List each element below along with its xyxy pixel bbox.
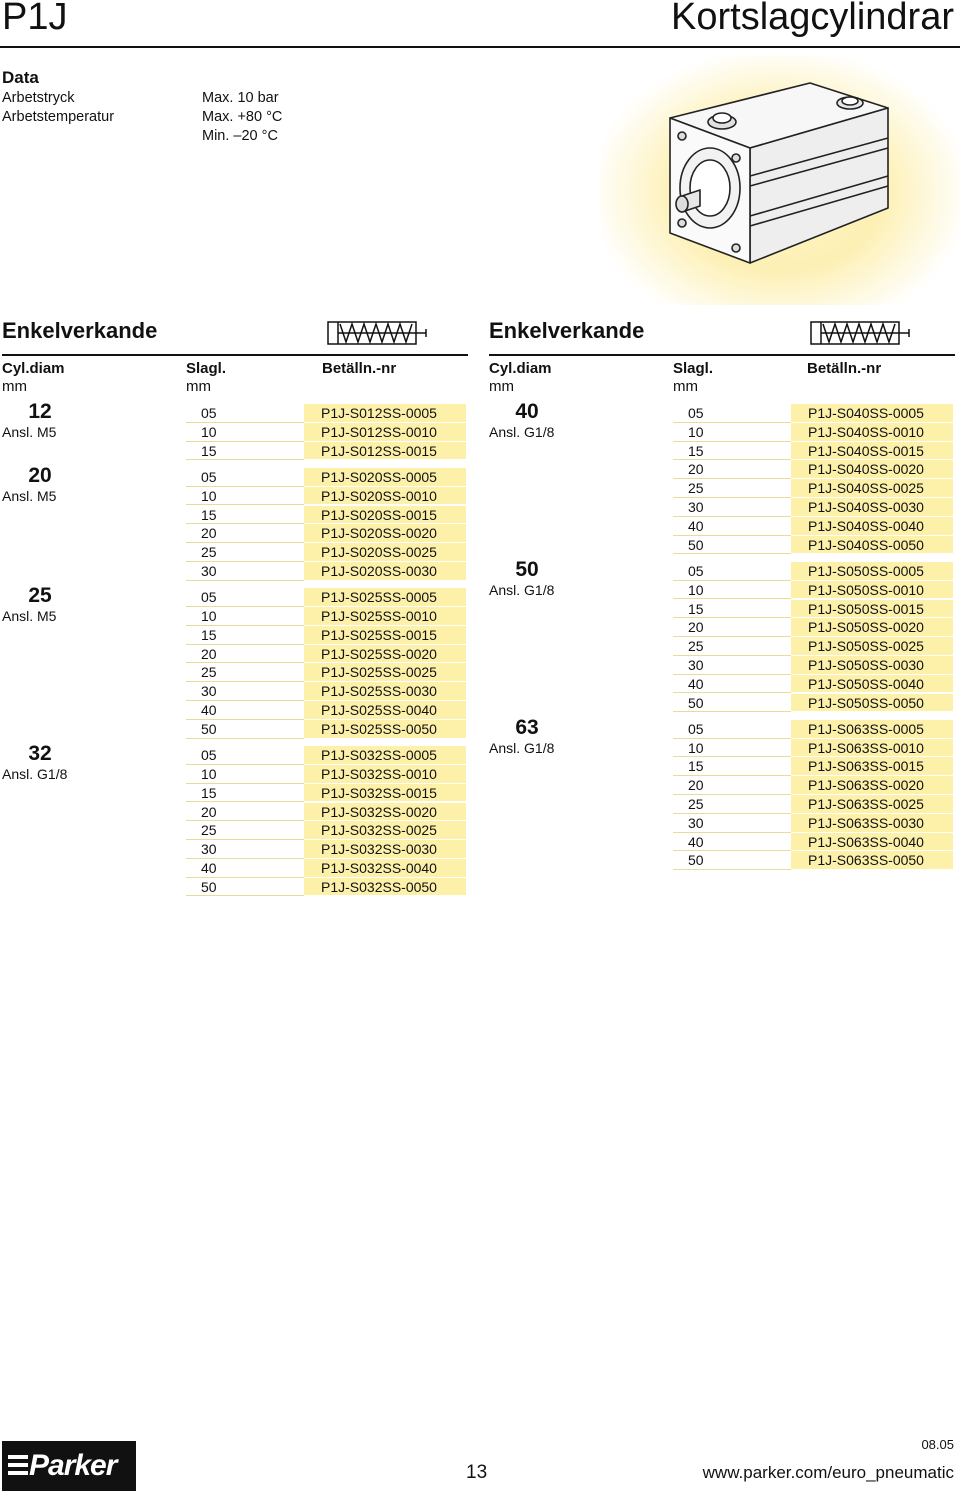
port-connection: Ansl. G1/8 xyxy=(489,739,555,756)
stroke-length: 05 xyxy=(186,468,306,487)
stroke-length: 40 xyxy=(673,833,793,852)
stroke-length: 25 xyxy=(673,795,793,814)
order-number: P1J-S032SS-0030 xyxy=(304,840,466,859)
order-number: P1J-S063SS-0050 xyxy=(791,851,953,870)
order-number: P1J-S012SS-0015 xyxy=(304,442,466,461)
order-number: P1J-S012SS-0010 xyxy=(304,423,466,442)
section-divider xyxy=(2,354,468,356)
port-connection: Ansl. G1/8 xyxy=(2,766,68,783)
order-number: P1J-S063SS-0015 xyxy=(791,757,953,776)
order-number: P1J-S040SS-0050 xyxy=(791,536,953,555)
stroke-length: 10 xyxy=(186,487,306,506)
stroke-length: 05 xyxy=(673,562,793,581)
stroke-length: 10 xyxy=(673,739,793,758)
order-number: P1J-S063SS-0010 xyxy=(791,739,953,758)
order-number: P1J-S025SS-0025 xyxy=(304,663,466,682)
stroke-length: 10 xyxy=(673,581,793,600)
order-number: P1J-S032SS-0005 xyxy=(304,746,466,765)
cylinder-diameter: 12 xyxy=(28,400,52,423)
data-row-temperature-min xyxy=(2,128,278,144)
order-number: P1J-S032SS-0040 xyxy=(304,859,466,878)
cylinder-diameter: 40 xyxy=(515,400,539,423)
order-number: P1J-S020SS-0020 xyxy=(304,524,466,543)
edition-date: 08.05 xyxy=(921,1437,954,1452)
stroke-length: 50 xyxy=(673,851,793,870)
col-unit-cyl: mm xyxy=(489,378,514,395)
stroke-length: 15 xyxy=(673,600,793,619)
stroke-length: 50 xyxy=(673,694,793,713)
left-table-section xyxy=(2,318,472,344)
header-divider xyxy=(0,46,960,48)
right-table-section xyxy=(489,318,959,344)
col-head-stroke: Slagl. xyxy=(186,360,227,377)
cylinder-product-image xyxy=(640,58,900,288)
col-unit-cyl: mm xyxy=(2,378,27,395)
col-unit-stroke: mm xyxy=(186,378,211,395)
stroke-length: 15 xyxy=(673,442,793,461)
order-number: P1J-S050SS-0025 xyxy=(791,637,953,656)
stroke-length: 15 xyxy=(186,506,306,525)
logo-text: Parker xyxy=(29,1449,117,1482)
order-number: P1J-S032SS-0020 xyxy=(304,803,466,822)
stroke-length: 20 xyxy=(673,618,793,637)
order-number: P1J-S050SS-0050 xyxy=(791,694,953,713)
stroke-length: 25 xyxy=(673,637,793,656)
stroke-length: 40 xyxy=(186,859,306,878)
order-number: P1J-S025SS-0020 xyxy=(304,645,466,664)
stroke-length: 25 xyxy=(673,479,793,498)
page-title: Kortslagcylindrar xyxy=(671,0,954,38)
section-title: Enkelverkande xyxy=(2,318,158,343)
stroke-length: 50 xyxy=(186,878,306,897)
stroke-length: 40 xyxy=(673,517,793,536)
stroke-length: 30 xyxy=(673,656,793,675)
stroke-length: 05 xyxy=(186,746,306,765)
stroke-length: 05 xyxy=(186,404,306,423)
cylinder-diameter: 25 xyxy=(28,584,52,608)
stroke-length: 15 xyxy=(186,626,306,645)
stroke-length: 30 xyxy=(673,498,793,517)
stroke-length: 30 xyxy=(186,562,306,581)
order-number: P1J-S040SS-0030 xyxy=(791,498,953,517)
col-head-order-no: Betälln.-nr xyxy=(322,360,397,377)
data-row-temperature xyxy=(2,109,282,125)
section-title: Enkelverkande xyxy=(489,318,645,343)
stroke-length: 30 xyxy=(673,814,793,833)
stroke-length: 20 xyxy=(673,460,793,479)
port-connection: Ansl. G1/8 xyxy=(489,424,555,440)
order-number: P1J-S040SS-0025 xyxy=(791,479,953,498)
stroke-length: 10 xyxy=(186,765,306,784)
stroke-length: 05 xyxy=(186,588,306,607)
cylinder-diameter: 50 xyxy=(515,557,539,581)
parker-logo xyxy=(2,1441,136,1491)
stroke-length: 50 xyxy=(673,536,793,555)
page-number: 13 xyxy=(466,1462,488,1483)
footer-url[interactable]: www.parker.com/euro_pneumatic xyxy=(702,1463,954,1482)
order-number: P1J-S020SS-0015 xyxy=(304,506,466,525)
order-number: P1J-S040SS-0040 xyxy=(791,517,953,536)
cylinder-diameter: 63 xyxy=(515,715,539,739)
stroke-length: 05 xyxy=(673,404,793,423)
order-number: P1J-S063SS-0025 xyxy=(791,795,953,814)
product-name: P1J xyxy=(2,0,68,38)
port-connection: Ansl. M5 xyxy=(2,424,57,440)
order-number: P1J-S050SS-0005 xyxy=(791,562,953,581)
stroke-length: 20 xyxy=(186,645,306,664)
order-number: P1J-S025SS-0010 xyxy=(304,607,466,626)
order-number: P1J-S025SS-0030 xyxy=(304,682,466,701)
order-number: P1J-S020SS-0025 xyxy=(304,543,466,562)
cylinder-diameter: 20 xyxy=(28,463,52,487)
stroke-length: 20 xyxy=(673,776,793,795)
order-number: P1J-S050SS-0040 xyxy=(791,675,953,694)
stroke-length: 25 xyxy=(186,663,306,682)
col-head-stroke: Slagl. xyxy=(673,360,714,377)
data-label: Arbetstemperatur xyxy=(2,109,115,125)
stroke-length: 05 xyxy=(673,720,793,739)
stroke-length: 10 xyxy=(186,423,306,442)
col-head-cyl: Cyl.diam xyxy=(2,360,65,377)
order-number: P1J-S025SS-0050 xyxy=(304,720,466,739)
stroke-length: 20 xyxy=(186,803,306,822)
stroke-length: 50 xyxy=(186,720,306,739)
data-heading: Data xyxy=(2,68,39,87)
stroke-length: 30 xyxy=(186,682,306,701)
section-divider xyxy=(489,354,955,356)
order-number: P1J-S050SS-0010 xyxy=(791,581,953,600)
data-value: Max. +80 °C xyxy=(202,109,283,125)
data-row-pressure xyxy=(2,90,279,106)
order-number: P1J-S063SS-0005 xyxy=(791,720,953,739)
stroke-length: 20 xyxy=(186,524,306,543)
order-number: P1J-S032SS-0050 xyxy=(304,878,466,897)
col-unit-stroke: mm xyxy=(673,378,698,395)
spring-symbol-icon xyxy=(807,318,911,348)
order-number: P1J-S020SS-0010 xyxy=(304,487,466,506)
order-number: P1J-S063SS-0030 xyxy=(791,814,953,833)
stroke-length: 25 xyxy=(186,821,306,840)
order-number: P1J-S032SS-0025 xyxy=(304,821,466,840)
order-number: P1J-S025SS-0005 xyxy=(304,588,466,607)
order-number: P1J-S012SS-0005 xyxy=(304,404,466,423)
order-number: P1J-S040SS-0010 xyxy=(791,423,953,442)
order-number: P1J-S040SS-0020 xyxy=(791,460,953,479)
stroke-length: 30 xyxy=(186,840,306,859)
stroke-length: 40 xyxy=(186,701,306,720)
stroke-length: 25 xyxy=(186,543,306,562)
port-connection: Ansl. G1/8 xyxy=(489,581,555,598)
stroke-length: 15 xyxy=(673,757,793,776)
order-number: P1J-S032SS-0015 xyxy=(304,784,466,803)
port-connection: Ansl. M5 xyxy=(2,608,57,625)
col-head-cyl: Cyl.diam xyxy=(489,360,552,377)
stroke-length: 15 xyxy=(186,442,306,461)
order-number: P1J-S040SS-0005 xyxy=(791,404,953,423)
stroke-length: 10 xyxy=(673,423,793,442)
stroke-length: 40 xyxy=(673,675,793,694)
stroke-length: 10 xyxy=(186,607,306,626)
order-number: P1J-S025SS-0015 xyxy=(304,626,466,645)
order-number: P1J-S050SS-0015 xyxy=(791,600,953,619)
order-number: P1J-S063SS-0040 xyxy=(791,833,953,852)
order-number: P1J-S040SS-0015 xyxy=(791,442,953,461)
data-value: Min. –20 °C xyxy=(202,128,278,144)
port-connection: Ansl. M5 xyxy=(2,487,57,504)
order-number: P1J-S050SS-0030 xyxy=(791,656,953,675)
col-head-order-no: Betälln.-nr xyxy=(807,360,882,377)
stroke-length: 15 xyxy=(186,784,306,803)
order-number: P1J-S025SS-0040 xyxy=(304,701,466,720)
order-number: P1J-S020SS-0030 xyxy=(304,562,466,581)
data-value: Max. 10 bar xyxy=(202,90,279,106)
spring-symbol-icon xyxy=(324,318,428,348)
order-number: P1J-S050SS-0020 xyxy=(791,618,953,637)
order-number: P1J-S063SS-0020 xyxy=(791,776,953,795)
order-number: P1J-S020SS-0005 xyxy=(304,468,466,487)
order-number: P1J-S032SS-0010 xyxy=(304,765,466,784)
cylinder-diameter: 32 xyxy=(28,742,52,766)
data-label: Arbetstryck xyxy=(2,90,75,106)
